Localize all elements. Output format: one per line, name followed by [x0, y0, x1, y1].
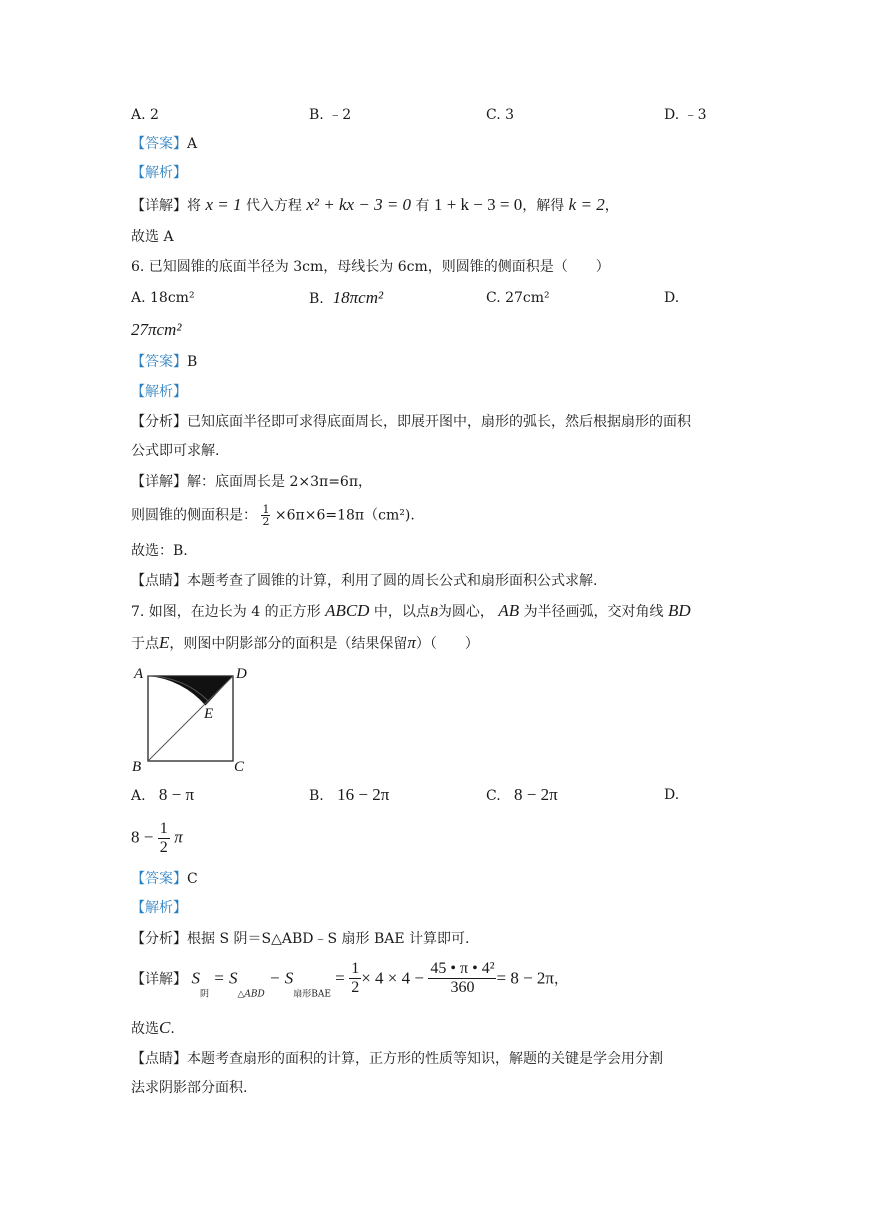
q5-option-c: C. 3	[486, 107, 515, 123]
q7-dianjing-2: 法求阴影部分面积.	[131, 1080, 248, 1096]
label-e: E	[204, 706, 214, 722]
q5-answer: 【答案】A	[131, 136, 198, 152]
square-figure	[128, 664, 258, 780]
q7-detail: 【详解】 $S_阴 = S_{\triangle ABD} - S_{扇形BAE}$ = $\frac{1}{2}$ × 4 × 4 − $\frac{\text{45 • π • 4²}}{360}$ = 8 − 2π，	[131, 960, 568, 1000]
q6-option-a: A. 18cm²	[131, 290, 195, 306]
label-d: D	[236, 666, 247, 682]
q6-option-b: B. 18πcm²	[309, 288, 384, 307]
shaded-region	[148, 676, 233, 706]
q7-option-b: B. 16 − 2π	[309, 785, 390, 804]
q6-stem: 6. 已知圆锥的底面半径为 3cm，母线长为 6cm，则圆锥的侧面积是（ ）	[131, 259, 610, 275]
q6-choose: 故选：B.	[131, 543, 188, 559]
label-b: B	[132, 759, 142, 775]
q6-fenxi-1: 【分析】已知底面半径即可求得底面周长，即展开图中，扇形的弧长，然后根据扇形的面积	[131, 414, 691, 430]
q7-option-a: A. 8 − π	[131, 785, 195, 804]
q5-choose: 故选 A	[131, 229, 174, 245]
q7-option-c: C. 8 − 2π	[486, 785, 558, 804]
q7-choose: 故选C.	[131, 1018, 175, 1037]
q5-option-b: B. ﹣2	[309, 107, 352, 123]
label-c: C	[234, 759, 245, 775]
q6-analysis-tag: 【解析】	[131, 384, 187, 400]
q6-option-d-value: 27πcm²	[131, 320, 182, 339]
q7-answer: 【答案】C	[131, 871, 198, 887]
half-fraction: $\frac{1}{2}$	[262, 503, 270, 528]
q7-analysis-tag: 【解析】	[131, 900, 187, 916]
q7-option-d-value: 8 − $\frac{1}{2}$ π	[131, 820, 183, 856]
q7-dianjing-1: 【点睛】本题考查扇形的面积的计算，正方形的性质等知识，解题的关键是学会用分割	[131, 1051, 663, 1067]
q7-fenxi: 【分析】根据 S 阴＝S△ABD﹣S 扇形 BAE 计算即可.	[131, 931, 470, 947]
q7-stem-2: 于点E，则图中阴影部分的面积是（结果保留π）（ ）	[131, 633, 479, 652]
q6-detail-2: 则圆锥的侧面积是： $\frac{1}{2}$ ×6π×6=18π（cm²).	[131, 503, 415, 528]
label-a: A	[134, 666, 144, 682]
q6-dianjing: 【点睛】本题考查了圆锥的计算，利用了圆的周长公式和扇形面积公式求解.	[131, 573, 598, 589]
q5-detail: 【详解】将 x = 1 代入方程 x² + kx − 3 = 0 有 1 + k − 3 = 0，解得 k = 2，	[131, 195, 619, 214]
q7-stem-1: 7. 如图，在边长为 4 的正方形 ABCD 中，以点B为圆心， AB 为半径画弧，交对角线 BD	[131, 601, 691, 620]
q6-option-c: C. 27cm²	[486, 290, 550, 306]
q6-fenxi-2: 公式即可求解.	[131, 443, 220, 459]
q6-option-d-label: D.	[664, 290, 680, 306]
q5-analysis-tag: 【解析】	[131, 165, 187, 181]
q6-detail-1: 【详解】解：底面周长是 2×3π=6π，	[131, 474, 373, 490]
q5-option-d: D. ﹣3	[664, 107, 707, 123]
q5-option-a: A. 2	[131, 107, 159, 123]
q7-option-d-label: D.	[664, 787, 680, 803]
q6-answer: 【答案】B	[131, 354, 198, 370]
